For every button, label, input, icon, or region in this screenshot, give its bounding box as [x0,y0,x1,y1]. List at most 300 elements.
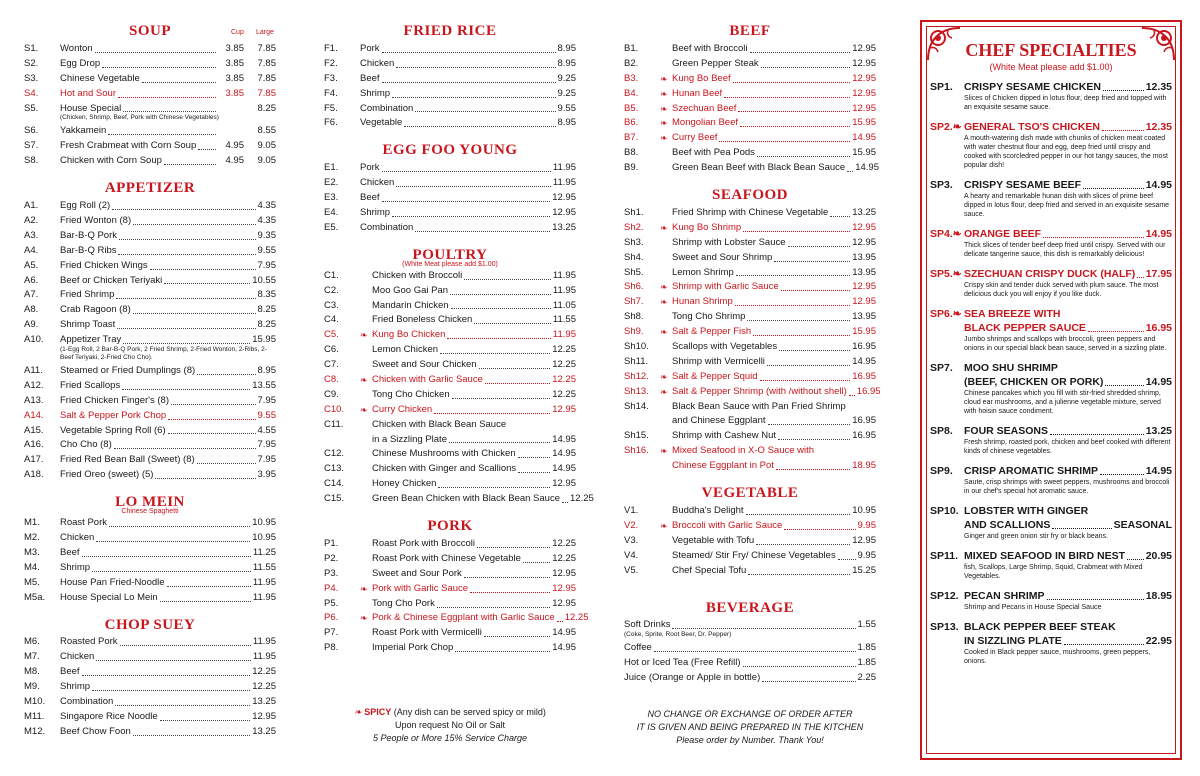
item-code: C14. [324,478,345,490]
section-title-chopsuey: CHOP SUEY [104,616,196,633]
menu-item [624,161,879,176]
item-name: Green Bean Chicken with Black Bean Sauce [372,493,560,505]
friedrice-list [324,42,576,131]
dot-leader [518,472,550,473]
item-name: Roasted Pork [60,636,118,648]
menu-item [24,591,276,606]
dot-leader [776,469,850,470]
dot-leader [1105,385,1143,386]
chef-special-heading [930,120,1172,134]
soup-section [24,20,276,169]
item-price: 14.95 [552,448,576,460]
item-code: Sh10. [624,341,649,353]
item-code: M12. [24,725,46,737]
item-name: Fresh Crabmeat with Corn Soup [60,140,197,152]
dot-leader [118,97,216,98]
item-price: 14.95 [855,162,879,174]
menu-item [624,87,876,102]
pepper-icon: ❧ [660,88,668,99]
item-price: 14.95 [552,642,576,654]
item-name: Moo Goo Gai Pan [372,284,449,296]
item-code-text: SP8. [930,425,953,437]
item-name: Combination [360,102,414,114]
item-name: Pork & Chinese Eggplant with Garlic Sauce [372,612,555,624]
item-price: 1.85 [857,657,876,669]
item-name: Chicken [360,57,395,69]
chef-special-item [930,549,1172,581]
item-code: C8. [324,374,339,386]
item-code: Sh12. [624,370,649,382]
dot-leader [168,433,256,434]
chef-special-item [930,424,1172,456]
item-price: 12.25 [552,374,576,386]
item-price: 20.95 [1145,550,1172,562]
item-price: 8.25 [257,319,276,331]
item-code: M2. [24,532,40,544]
menu-item [324,492,594,507]
dot-leader [1047,599,1144,600]
item-name: Vegetable Spring Roll (6) [60,424,166,436]
item-price: 8.35 [257,289,276,301]
item-name: Mongolian Beef [672,117,739,129]
pepper-icon: ❧ [660,282,668,293]
dot-leader [115,705,250,706]
large-price: 7.85 [257,87,276,99]
item-code: B6. [624,117,639,129]
dot-leader [788,246,851,247]
dot-leader [1088,331,1144,332]
item-code: B4. [624,87,639,99]
dot-leader [830,216,850,217]
pepper-icon: ❧ [660,386,668,397]
menu-item [24,438,276,453]
dot-leader [96,660,251,661]
item-price: SEASONAL [1113,519,1172,531]
item-name: Kung Bo Shrimp [672,221,742,233]
item-name: CRISP AROMATIC SHRIMP [964,465,1098,477]
menu-item [324,477,576,492]
large-price: 7.85 [257,72,276,84]
item-code: S3. [24,72,39,84]
menu-item [24,665,276,680]
item-name: Kung Bo Chicken [372,329,446,341]
item-name-line-2: and Chinese Eggplant [672,415,766,427]
dot-leader [92,571,251,572]
item-name: Wonton [60,42,93,54]
dot-leader [762,681,855,682]
item-name: Hunan Beef [672,87,723,99]
item-code: E3. [324,192,339,204]
menu-item [624,534,876,549]
dot-leader [838,559,856,560]
item-price: 9.55 [257,244,276,256]
dot-leader [738,111,850,112]
dot-leader [847,171,853,172]
menu-item [624,519,876,534]
pepper-icon: ❧ [660,327,668,338]
pepper-icon: ❧ [660,133,668,144]
item-price: 14.95 [852,132,876,144]
item-code: Sh14. [624,400,649,412]
menu-item [624,42,876,57]
cup-price: 3.85 [225,42,244,54]
item-code: Sh1. [624,207,644,218]
item-code: F4. [324,87,338,99]
item-name: Mixed Seafood in X-O Sauce with [672,445,815,457]
spicy-note [324,706,576,745]
item-name: Black Bean Sauce with Pan Fried Shrimp [672,400,846,412]
chef-special-item [930,227,1172,259]
dot-leader [756,544,850,545]
section-title-beef: BEEF [729,23,771,39]
item-name: Pork with Garlic Sauce [372,582,469,594]
seafood-section [624,184,881,474]
item-code: Sh9. [624,326,644,338]
item-price: 12.25 [564,612,589,624]
item-code: Sh6. [624,281,644,293]
dot-leader [119,239,255,240]
item-price: 14.95 [1145,465,1172,477]
chef-special-item [930,620,1172,666]
item-name: Coffee [624,642,652,654]
item-name: Combination [360,221,414,233]
item-code: C13. [324,463,345,475]
dot-leader [437,607,550,608]
menu-item [324,176,576,191]
menu-item [324,447,576,462]
item-price: 11.95 [552,284,576,296]
item-code: S4. [24,87,39,99]
dot-leader [518,457,551,458]
item-price: 9.95 [857,549,876,561]
item-code: Sh8. [624,311,644,323]
item-code: C11. [324,418,344,430]
order-note-line-1: NO CHANGE OR EXCHANGE OF ORDER AFTER [647,709,853,719]
item-code: F2. [324,57,338,69]
menu-item [24,636,276,651]
item-code-text: SP5. [930,268,953,280]
menu-item [24,214,276,229]
dot-leader [484,636,550,637]
item-price: 12.35 [1145,121,1172,133]
menu-item [324,116,576,131]
pepper-icon: ❧ [660,446,668,457]
menu-item [624,102,876,117]
cup-price: 3.85 [225,87,244,99]
item-name-line-2: AND SCALLIONS [964,519,1051,531]
menu-item [324,161,576,176]
section-title-poultry: POULTRY [412,246,488,263]
item-code: M8. [24,666,40,678]
menu-item [624,266,876,281]
menu-item [24,725,276,740]
dot-leader [117,328,255,329]
item-price: 11.95 [552,329,576,341]
dot-leader [108,134,216,135]
menu-item [624,340,876,355]
item-price: 7.95 [257,454,276,466]
menu-item-continued [624,459,876,474]
item-name: Egg Drop [60,57,101,69]
dot-leader [382,201,551,202]
menu-item-continued [624,414,876,429]
chef-special-item [930,307,1172,353]
item-name: Shrimp with Vermicelli [672,355,765,367]
large-price: 7.85 [257,42,276,54]
dot-leader [82,556,251,557]
menu-item [324,269,576,284]
dot-leader [120,645,251,646]
order-note-line-3: Please order by Number. Thank You! [676,735,824,745]
beverage-list [624,619,876,687]
item-price: 14.95 [552,627,576,639]
menu-item [24,576,276,591]
dot-leader [82,675,251,676]
item-code: V5. [624,564,639,576]
menu-item [324,582,576,597]
chef-specialties-panel [920,20,1182,760]
menu-item [24,710,276,725]
dot-leader [1083,188,1144,189]
dot-leader [724,97,850,98]
item-code: A16. [24,439,44,451]
item-price: 15.95 [252,334,276,346]
item-price: 16.95 [856,385,881,397]
item-name: Broccoli with Garlic Sauce [672,519,783,531]
item-code: Sh5. [624,266,644,278]
menu-item [24,680,276,695]
item-code: P6. [324,612,339,624]
pepper-icon: ❧ [952,308,962,320]
item-code-text: SP7. [930,362,953,374]
item-name: Singapore Rice Noodle [60,710,158,722]
item-price: 12.35 [1145,81,1172,93]
item-name: Appetizer Tray [60,334,122,346]
spicy-label: SPICY [364,707,392,717]
item-price: 14.95 [1145,376,1172,388]
menu-item [624,429,876,444]
item-price: 12.95 [852,296,876,308]
item-description: Fresh shrimp, roasted pork, chicken and beef cooked with different kinds of chinese vegetables. [964,439,1171,455]
item-name: Chicken with Broccoli [372,269,463,281]
item-price: 18.95 [1145,590,1172,602]
chef-special-heading [930,361,1172,375]
item-code-text: SP10. [930,505,959,517]
item-name: Chicken with Black Bean Sauce [372,418,507,430]
item-price: 12.95 [552,567,576,579]
item-price: 12.95 [852,87,876,99]
dot-leader [1100,474,1144,475]
item-code: A3. [24,229,39,241]
item-code-text: SP12. [930,590,959,602]
item-price: 12.95 [552,403,576,415]
menu-item [24,87,276,102]
pepper-icon: ❧ [360,404,368,415]
menu-item [324,626,576,641]
item-price: 9.25 [557,72,576,84]
menu-item [24,274,276,289]
menu-item [624,116,876,131]
pepper-icon: ❧ [952,228,962,240]
dot-leader [102,67,216,68]
item-name: Beef [60,546,80,558]
cup-price: 3.85 [225,57,244,69]
dot-leader [133,224,255,225]
friedrice-section [324,20,576,131]
dot-leader [747,320,850,321]
soup-list [24,42,276,169]
chef-special-item [930,267,1172,299]
menu-item [324,552,576,567]
item-price: 12.95 [852,534,876,546]
item-code [930,504,964,518]
item-price: 12.25 [552,388,576,400]
item-code-text: SP3. [930,179,953,191]
menu-item [624,444,876,459]
item-name: Hot and Sour [60,87,116,99]
item-name: SZECHUAN CRISPY DUCK (HALF) [964,268,1136,280]
item-price: 11.55 [552,314,576,326]
item-name: Szechuan Beef [672,102,737,114]
seafood-list [624,206,881,474]
item-price: 13.25 [252,696,276,708]
dot-leader [1103,90,1144,91]
dot-leader [746,514,851,515]
item-code-text: SP4. [930,228,953,240]
pork-list [324,537,589,656]
item-price: 12.95 [852,221,876,233]
menu-item [324,612,589,627]
dot-leader [778,439,850,440]
item-code: S7. [24,140,39,152]
item-name: BLACK PEPPER BEEF STEAK [964,621,1116,633]
dot-leader [672,628,855,629]
menu-item [624,504,876,519]
item-code: F1. [324,42,338,54]
item-name: Pork [360,42,380,54]
item-code: C6. [324,344,339,356]
menu-item [324,72,576,87]
item-price: 1.85 [857,642,876,654]
lomein-list [24,516,276,605]
dot-leader [452,398,551,399]
beef-list [624,42,879,176]
item-description: Cooked in Black pepper sauce, mushrooms, green peppers, onions. [964,649,1151,665]
menu-item [24,57,276,72]
menu-item [24,303,276,318]
item-name: Green Bean Beef with Black Bean Sauce [672,162,846,174]
dot-leader [768,424,851,425]
item-name: Honey Chicken [372,478,437,490]
dot-leader [114,448,256,449]
item-name: House Special [60,102,122,114]
dot-leader [523,562,550,563]
item-name: Tong Cho Shrimp [672,311,746,323]
item-price: 13.25 [852,207,876,218]
dot-leader [748,574,850,575]
chef-special-item [930,178,1172,219]
item-code [930,424,964,438]
menu-item [624,221,876,236]
chef-special-heading [930,504,1172,518]
item-price: 12.95 [552,582,576,594]
item-price: 16.95 [852,341,876,353]
dot-leader [434,413,550,414]
item-code: A6. [24,274,39,286]
menu-item [24,259,276,274]
item-name: Curry Beef [672,132,718,144]
dot-leader [774,261,850,262]
chef-special-heading-line-2 [930,518,1172,532]
menu-item [324,206,576,221]
dot-leader [96,541,250,542]
pepper-icon: ❧ [660,118,668,129]
item-code: A11. [24,365,43,377]
menu-item [624,146,876,161]
menu-item [624,355,876,370]
item-name: Hunan Shrimp [672,296,733,308]
item-price: 7.95 [257,259,276,271]
menu-item [624,310,876,325]
item-code [930,589,964,603]
dot-leader [118,254,255,255]
menu-item [624,400,876,415]
dot-leader [761,67,851,68]
pepper-icon: ❧ [660,73,668,84]
dot-leader [474,323,551,324]
item-code: F6. [324,117,338,129]
section-title-vegetable: VEGETABLE [701,485,799,502]
item-price: 12.25 [252,666,276,678]
menu-item [324,284,576,299]
item-name: Fried Red Bean Ball (Sweet) (8) [60,454,195,466]
item-code: Sh13. [624,385,649,397]
item-code: A14. [24,409,44,421]
item-code: P1. [324,538,339,550]
item-price: 14.95 [1145,179,1172,191]
chef-special-item [930,361,1172,416]
item-price: 9.35 [257,229,276,241]
item-price: 12.25 [552,359,576,371]
pepper-icon: ❧ [660,371,668,382]
item-code [930,80,964,94]
item-description: Slices of Chicken dipped in lotus flour, deep fried and topped with an exquisite sesame sauce. [964,95,1167,111]
menu-item [24,516,276,531]
item-description: Saute, crisp shrimps with sweet peppers, mushrooms and broccoli in our chef's special hot aromatic sauce. [964,479,1170,495]
item-code: A10. [24,334,44,346]
menu-item [24,409,276,424]
item-code: A17. [24,454,44,466]
item-name: Lemon Shrimp [672,266,734,278]
item-price: 12.95 [852,102,876,114]
appetizer-section [24,177,276,483]
section-title-friedrice: FRIED RICE [403,23,497,39]
menu-item [24,379,276,394]
item-price: 12.95 [852,72,876,84]
column-2 [324,20,594,656]
item-price: 11.95 [552,162,576,174]
menu-item [324,221,576,236]
dot-leader [133,735,250,736]
menu-item [24,139,276,154]
item-code: A5. [24,259,39,271]
item-name: Salt & Pepper Pork Chop [60,409,167,421]
dot-leader [197,463,256,464]
dot-leader [447,338,551,339]
dot-leader [123,343,250,344]
dot-leader [382,171,551,172]
item-price: 12.95 [552,478,576,490]
